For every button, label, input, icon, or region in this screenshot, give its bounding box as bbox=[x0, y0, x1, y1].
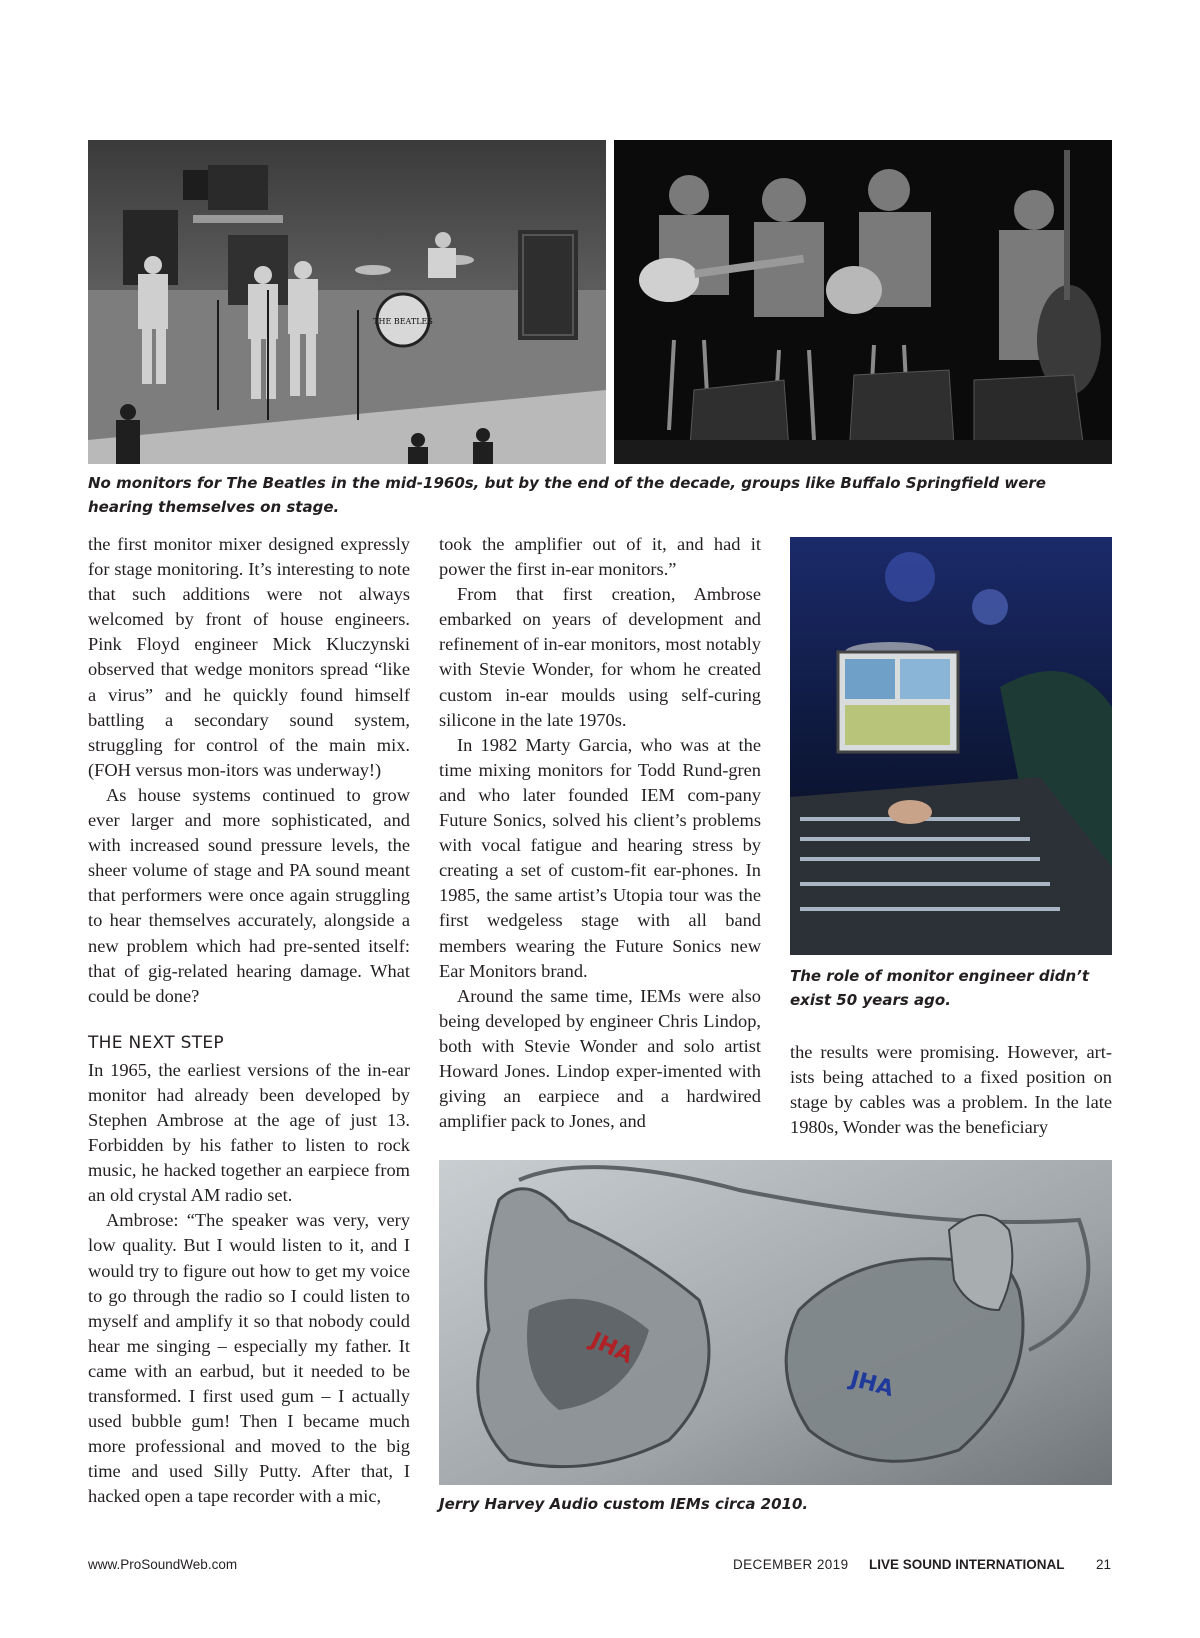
col2-paragraph-1: took the amplifier out of it, and had it power the first in-ear monitors.” bbox=[439, 534, 761, 580]
footer-magazine-name bbox=[869, 1557, 1065, 1572]
col1-paragraph-2: As house systems continued to grow ever larger and more sophisticated, and with increased sound pressure levels, the sheer volume of stage and PA sound meant that performers were once again struggling to hear themselves accurately, alongside a new problem which had pre-sented itself: that of gig-related hearing damage. What could be done? bbox=[88, 784, 410, 1006]
article-column-2 bbox=[439, 532, 761, 1134]
col2-paragraph-4: Around the same time, IEMs were also being developed by engineer Chris Lindop, both with Stevie Wonder and solo artist Howard Jones. Lindop exper-imented with giving an earpiece and a hardwired amplifier pack to Jones, and bbox=[439, 985, 761, 1132]
magazine-name: LIVE SOUND INTERNATIONAL bbox=[869, 1557, 1065, 1572]
col1-paragraph-3: In 1965, the earliest versions of the in-ear monitor had already been developed by Stephen Ambrose at the age of just 13. Forbidden by his father to listen to rock music, he hacked together an earpiece from an old crystal AM radio set. bbox=[88, 1059, 410, 1206]
col1-paragraph-1: the first monitor mixer designed expressly for stage monitoring. It’s interesting to note that such additions were not always welcomed by front of house engineers. Pink Floyd engineer Mick Kluczynski observed that wedge monitors spread “like a virus” and he quickly found himself battling a secondary sound system, struggling for control of the main mix. (FOH versus mon-itors was underway!) bbox=[88, 534, 410, 780]
section-heading-next-step: THE NEXT STEP bbox=[88, 1032, 224, 1053]
article-column-1 bbox=[88, 532, 410, 1509]
footer-page-number: 21 bbox=[1096, 1557, 1112, 1572]
beatles-photo bbox=[88, 140, 606, 464]
col2-paragraph-3: In 1982 Marty Garcia, who was at the time mixing monitors for Todd Rund-gren and who later founded IEM com-pany Future Sonics, solved his client’s problems with vocal fatigue and hearing stress by creating a set of custom-fit ear-phones. In 1985, the same artist’s Utopia tour was the first wedgeless stage with all band members wearing the Future Sonics new Ear Monitors brand. bbox=[439, 734, 761, 981]
col1-paragraph-4: Ambrose: “The speaker was very, very low quality. But I would listen to it, and I would try to figure out how to get my voice to go through the radio so I could listen to myself and amplify it so that nobody could hear me singing – especially my father. It came with an earbud, but it needed to be transformed. I first used gum – I actually used bubble gum! Then I became much more professional and moved to the big time and used Silly Putty. After that, I hacked open a tape recorder with a mic, bbox=[88, 1210, 410, 1507]
iem-photo-caption: Jerry Harvey Audio custom IEMs circa 2010. bbox=[439, 1495, 809, 1513]
footer-date: DECEMBER 2019 bbox=[733, 1557, 849, 1572]
iem-left-label: JHA bbox=[586, 1327, 637, 1369]
iem-photo bbox=[439, 1160, 1112, 1485]
article-column-3 bbox=[790, 1040, 1112, 1140]
col3-paragraph-1: the results were promising. However, art-ists being attached to a fixed position on stage by cables was a problem. In the late 1980s, Wonder was the beneficiary bbox=[790, 1042, 1112, 1138]
footer-website[interactable]: www.ProSoundWeb.com bbox=[88, 1557, 238, 1572]
buffalo-springfield-photo bbox=[614, 140, 1112, 464]
col2-paragraph-2: From that first creation, Ambrose embarked on years of development and refinement of in-ear monitors, most notably with Stevie Wonder, for whom he created custom in-ear moulds using self-curing silicone in the late 1970s. bbox=[439, 584, 761, 730]
top-photo-caption: No monitors for The Beatles in the mid-1960s, but by the end of the decade, groups like Buffalo Springfield were hearing themselves on stage. bbox=[88, 474, 1046, 516]
iem-right-label: JHA bbox=[847, 1366, 897, 1403]
drum-logo-text: THE BEATLES bbox=[373, 317, 433, 326]
monitor-engineer-photo bbox=[790, 537, 1112, 955]
mixer-photo-caption: The role of monitor engineer didn’t exist 50 years ago. bbox=[790, 967, 1089, 1009]
